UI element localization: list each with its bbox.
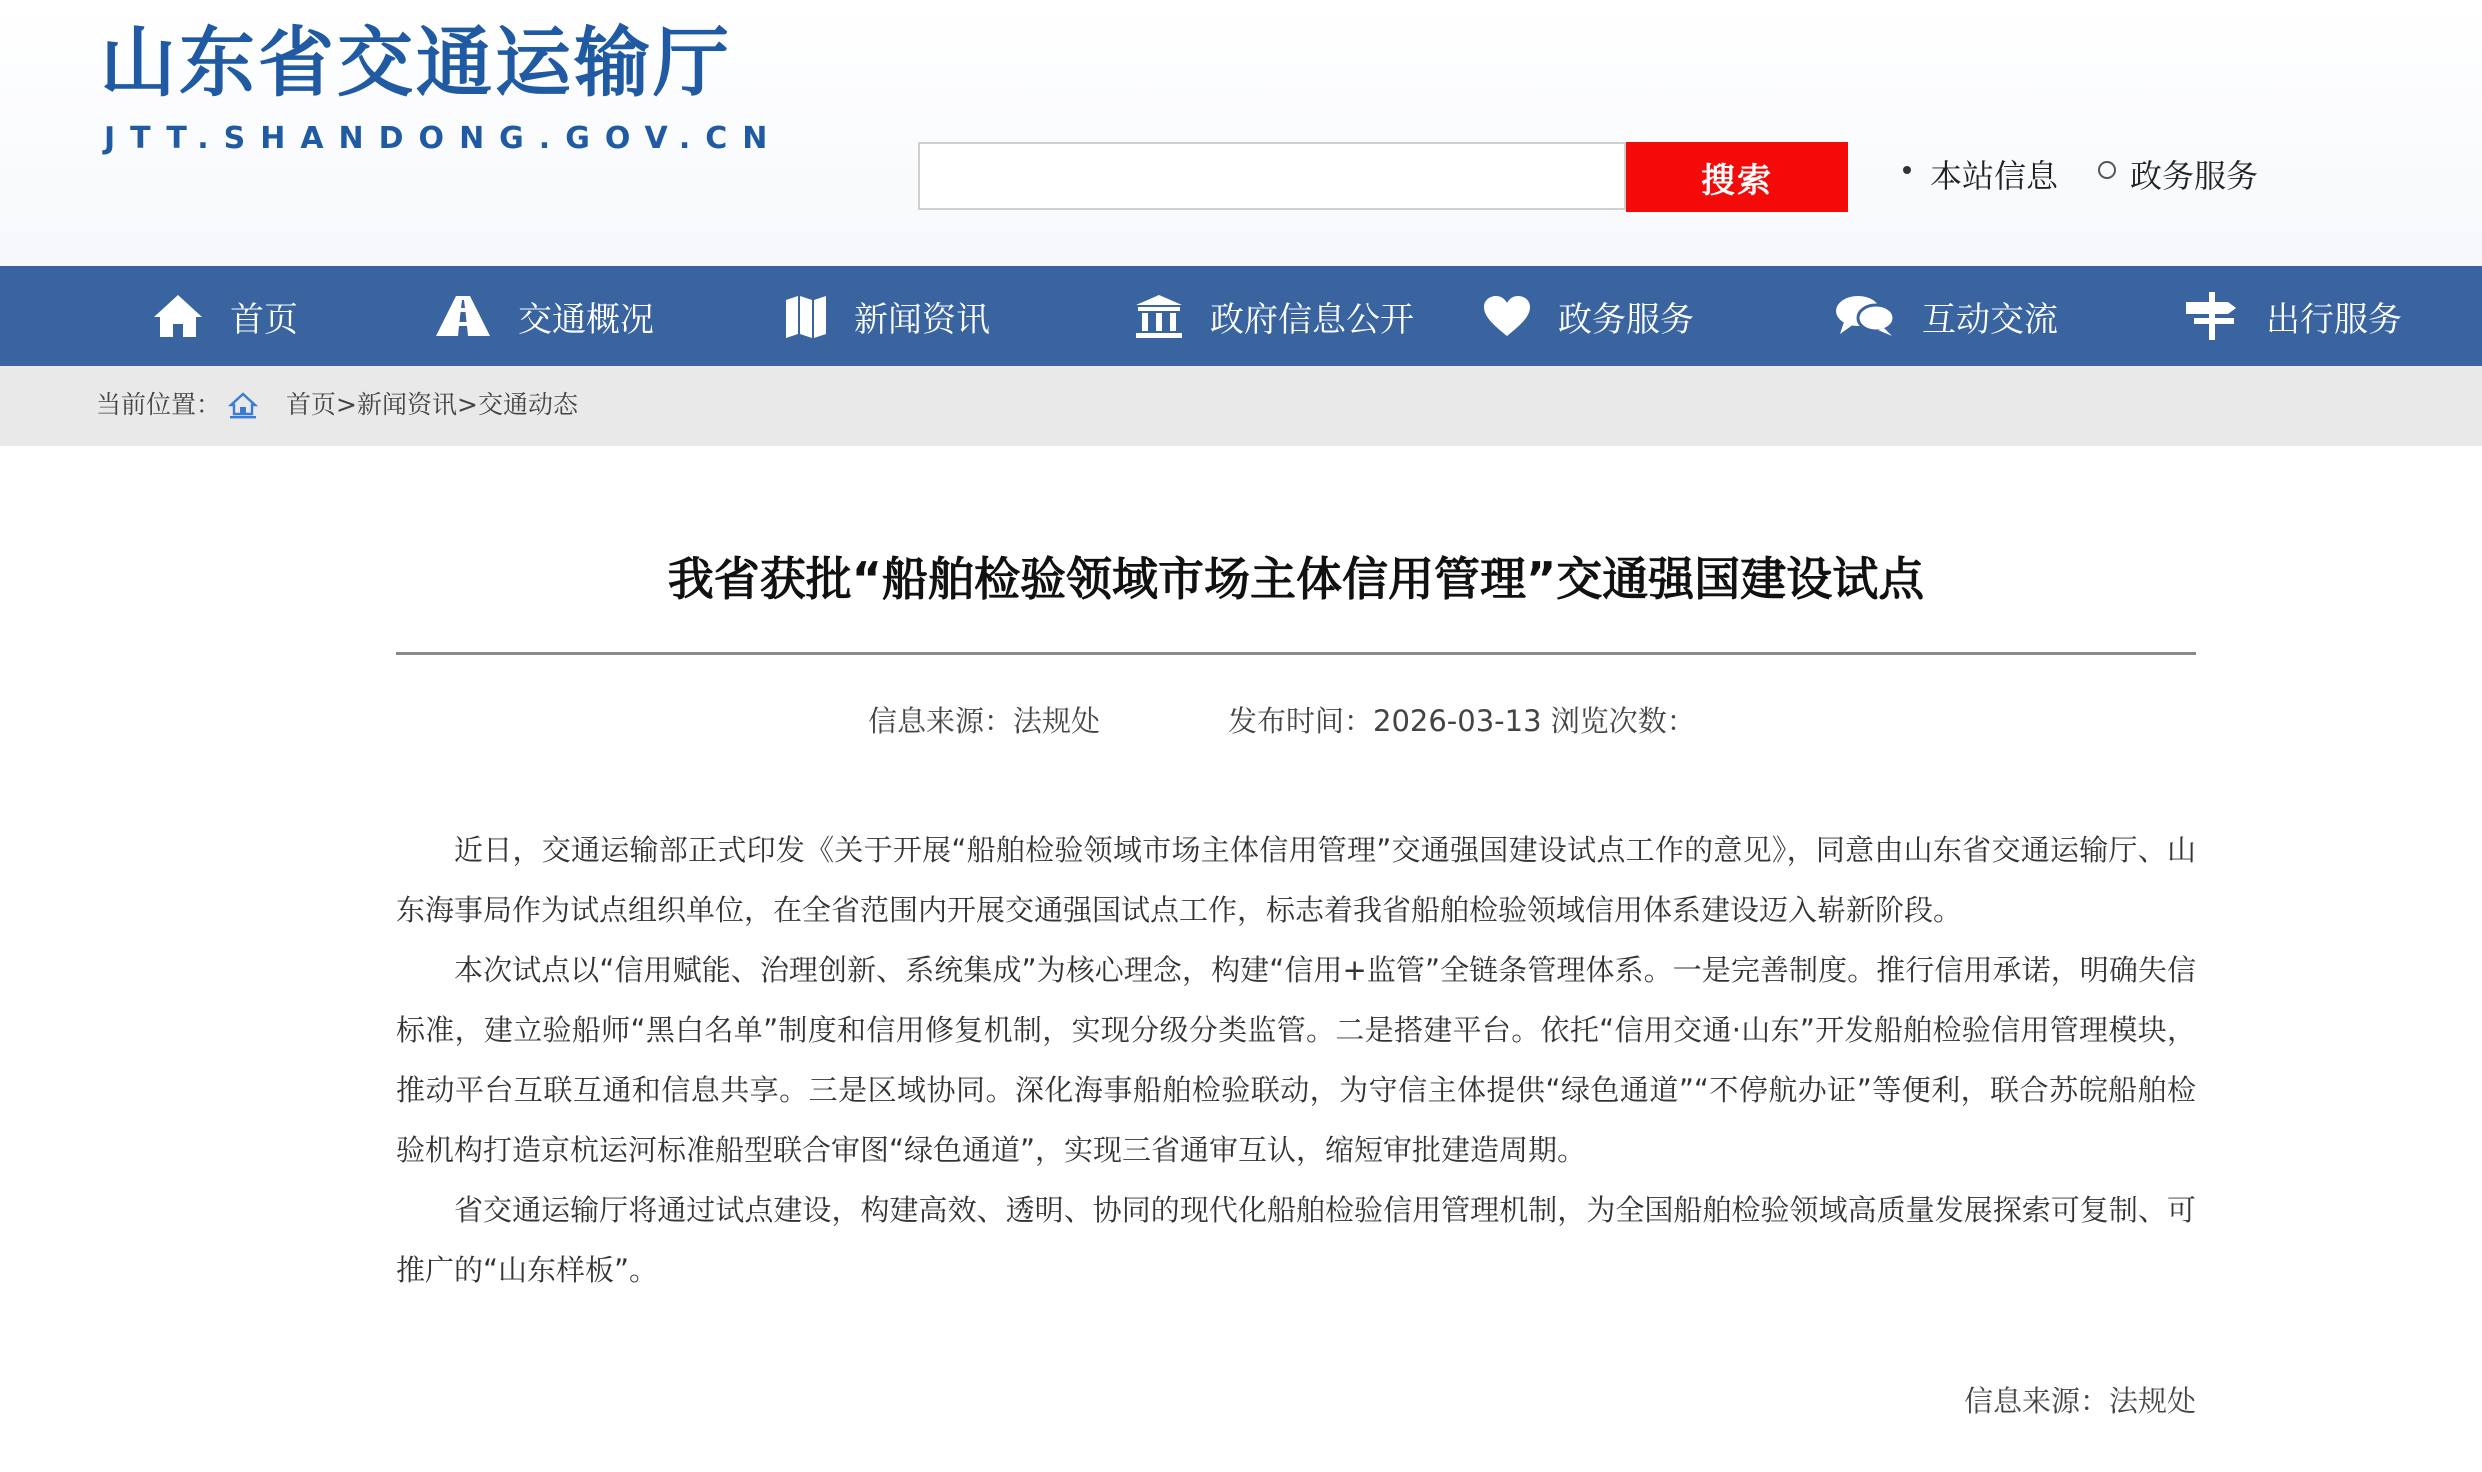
- search-scope-services-label: 政务服务: [2130, 157, 2259, 195]
- main-nav: [0, 266, 2482, 366]
- nav-item-gov-info[interactable]: [1134, 266, 1414, 366]
- nav-item-news[interactable]: [784, 266, 990, 366]
- article-title: 我省获批“船舶检验领域市场主体信用管理”交通强国建设试点: [667, 552, 1925, 606]
- nav-item-label: 政府信息公开: [1210, 299, 1414, 340]
- article-paragraph: 本次试点以“信用赋能、治理创新、系统集成”为核心理念，构建“信用+监管”全链条管理体系。一是完善制度。推行信用承诺，明确失信标准，建立验船师“黑白名单”制度和信用修复机制，实现分级分类监管。二是搭建平台。依托“信用交通·山东”开发船舶检验信用管理模块，推动平台互联互通和信息共享。三是区域协同。深化海事船舶检验联动，为守信主体提供“绿色通道”“不停航办证”等便利，联合苏皖船舶检验机构打造京杭运河标准船型联合审图“绿色通道”，实现三省通审互认，缩短审批建造周期。: [396, 953, 2196, 1167]
- home-icon[interactable]: [228, 390, 258, 420]
- nav-item-label: 政务服务: [1558, 299, 1694, 340]
- nav-item-label: 出行服务: [2266, 299, 2402, 340]
- nav-item-travel[interactable]: [2184, 266, 2402, 366]
- breadcrumb-item-current[interactable]: 交通动态: [477, 390, 578, 419]
- article-footer-source: 信息来源：法规处: [1963, 1384, 2196, 1418]
- breadcrumb-separator: >: [456, 390, 478, 419]
- search-button[interactable]: 搜索: [1626, 142, 1848, 212]
- government-building-icon: [1134, 293, 1184, 339]
- nav-item-label: 新闻资讯: [854, 299, 990, 340]
- article-source: 信息来源：法规处: [868, 704, 1101, 738]
- chat-bubbles-icon: [1834, 294, 1896, 338]
- search-input[interactable]: [918, 142, 1626, 210]
- book-icon: [784, 294, 828, 338]
- breadcrumb-item-home[interactable]: 首页: [286, 390, 337, 419]
- site-logo-title[interactable]: 山东省交通运输厅: [100, 18, 732, 107]
- article-body: [396, 820, 2196, 1300]
- breadcrumb-path: [286, 392, 578, 417]
- nav-item-label: 交通概况: [518, 299, 654, 340]
- nav-item-label: 首页: [230, 299, 298, 340]
- nav-item-gov-services[interactable]: [1482, 266, 1694, 366]
- nav-item-transport-overview[interactable]: [434, 266, 654, 366]
- search-scope-services-radio[interactable]: [2098, 157, 2259, 195]
- search-scope-site-radio[interactable]: [1898, 157, 2059, 195]
- breadcrumb-separator: >: [336, 390, 357, 419]
- breadcrumb-item-news[interactable]: 新闻资讯: [356, 390, 457, 419]
- home-icon: [152, 293, 204, 339]
- site-header: [0, 0, 2482, 266]
- title-divider: [396, 652, 2196, 655]
- search-scope-site-label: 本站信息: [1930, 157, 2059, 195]
- nav-item-label: 互动交流: [1922, 299, 2058, 340]
- breadcrumb-label: 当前位置：: [96, 390, 222, 419]
- heart-icon: [1482, 294, 1532, 338]
- radio-checked-icon: [1898, 161, 1916, 179]
- radio-unchecked-icon: [2098, 161, 2116, 179]
- article-publish-info: 发布时间：2026-03-13 浏览次数：: [1228, 704, 1696, 738]
- breadcrumb: [0, 366, 2482, 446]
- site-logo-domain: JTT.SHANDONG.GOV.CN: [104, 121, 783, 156]
- article-paragraph: 省交通运输厅将通过试点建设，构建高效、透明、协同的现代化船舶检验信用管理机制，为全国船舶检验领域高质量发展探索可复制、可推广的“山东样板”。: [396, 1193, 2196, 1287]
- signpost-icon: [2184, 290, 2240, 342]
- nav-item-home[interactable]: [152, 266, 298, 366]
- road-icon: [434, 294, 492, 338]
- article-paragraph: 近日，交通运输部正式印发《关于开展“船舶检验领域市场主体信用管理”交通强国建设试点工作的意见》，同意由山东省交通运输厅、山东海事局作为试点组织单位，在全省范围内开展交通强国试点工作，标志着我省船舶检验领域信用体系建设迈入崭新阶段。: [396, 833, 2196, 927]
- nav-item-interaction[interactable]: [1834, 266, 2058, 366]
